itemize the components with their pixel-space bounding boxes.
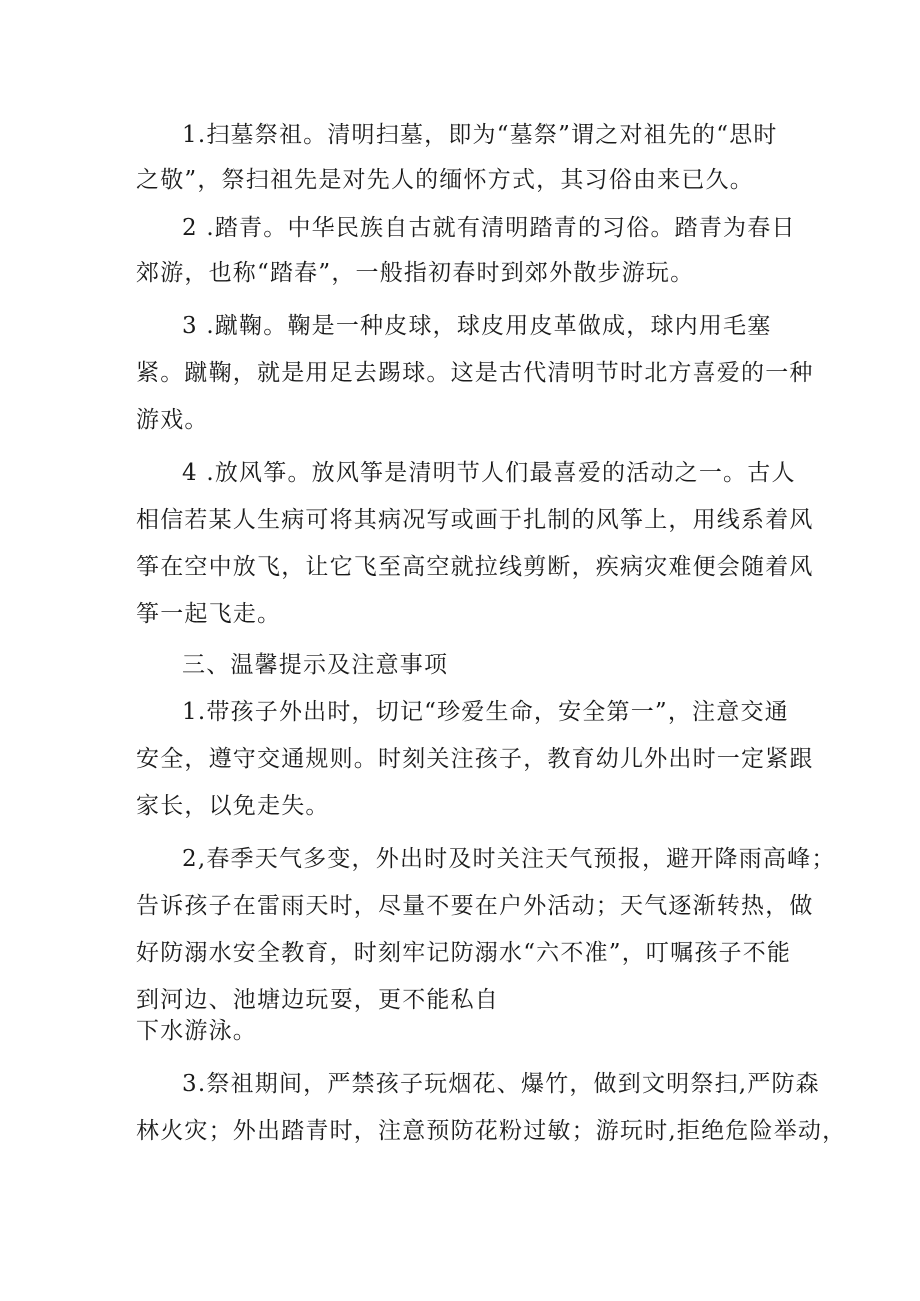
text-line: 3 .蹴鞠。鞠是一种皮球，球皮用皮革做成，球内用毛塞 bbox=[182, 313, 772, 339]
text-line: 3.祭祖期间，严禁孩子玩烟花、爆竹，做到文明祭扫,严防森 bbox=[182, 1071, 820, 1097]
text-line: 安全，遵守交通规则。时刻关注孩子，教育幼儿外出时一定紧跟 bbox=[136, 746, 814, 772]
text-line: 2,春季天气多变，外出时及时关注天气预报，避开降雨高峰； bbox=[182, 846, 836, 872]
text-line: 到河边、池塘边玩耍，更不能私自 bbox=[136, 987, 499, 1013]
text-line: 1.扫墓祭祖。清明扫墓，即为“墓祭”谓之对祖先的“思时 bbox=[182, 122, 778, 148]
section-heading: 三、温馨提示及注意事项 bbox=[182, 652, 449, 678]
text-line: 游戏。 bbox=[136, 407, 209, 433]
text-line: 筝一起飞走。 bbox=[136, 601, 282, 627]
text-line: 4 .放风筝。放风筝是清明节人们最喜爱的活动之一。古人 bbox=[182, 460, 796, 486]
text-line: 林火灾；外出踏青时，注意预防花粉过敏；游玩时,拒绝危险举动， bbox=[136, 1118, 847, 1144]
text-line: 筝在空中放飞，让它飞至高空就拉线剪断，疾病灾难便会随着风 bbox=[136, 554, 814, 580]
text-line: 相信若某人生病可将其病况写或画于扎制的风筝上，用线系着风 bbox=[136, 507, 814, 533]
text-line: 好防溺水安全教育，时刻牢记防溺水“六不准”，叮嘱孩子不能 bbox=[136, 940, 792, 966]
text-line: 下水游泳。 bbox=[136, 1018, 257, 1044]
text-line: 紧。蹴鞠，就是用足去踢球。这是古代清明节时北方喜爱的一种 bbox=[136, 360, 814, 386]
text-line: 告诉孩子在雷雨天时，尽量不要在户外活动；天气逐渐转热，做 bbox=[136, 893, 814, 919]
text-line: 1.带孩子外出时，切记“珍爱生命，安全第一”，注意交通 bbox=[182, 699, 789, 725]
text-line: 家长，以免走失。 bbox=[136, 793, 330, 819]
text-line: 郊游，也称“踏春”，一般指初春时到郊外散步游玩。 bbox=[136, 260, 695, 286]
text-line: 之敬”，祭扫祖先是对先人的缅怀方式，其习俗由来已久。 bbox=[136, 167, 754, 193]
text-line: 2 .踏青。中华民族自古就有清明踏青的习俗。踏青为春日 bbox=[182, 215, 796, 241]
